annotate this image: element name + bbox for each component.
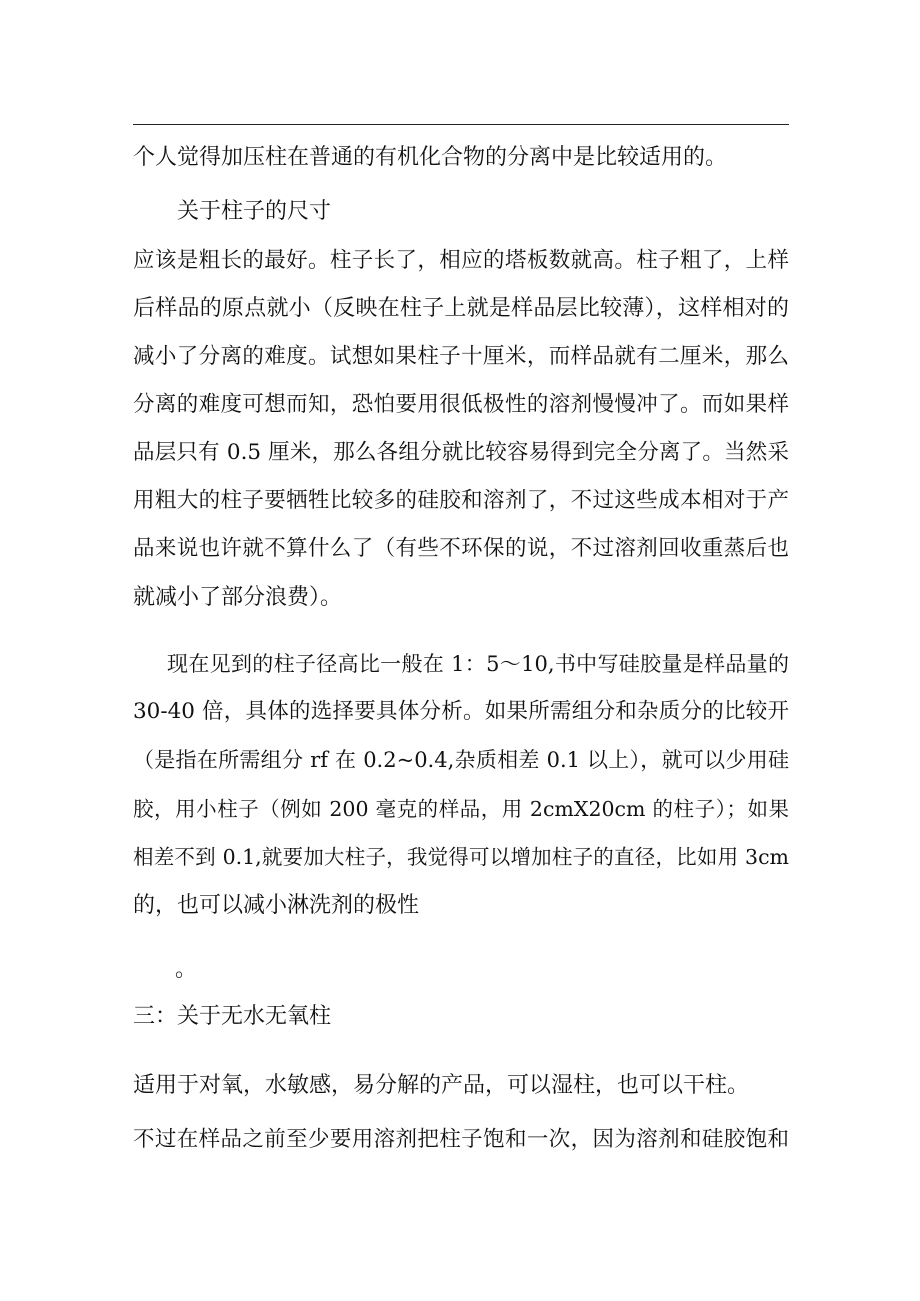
- text-line: 相差不到 0.1,就要加大柱子，我觉得可以增加柱子的直径，比如用 3cm: [133, 845, 789, 869]
- text-line: 应该是粗长的最好。柱子长了，相应的塔板数就高。柱子粗了，上样: [133, 248, 789, 273]
- text-line: 个人觉得加压柱在普通的有机化合物的分离中是比较适用的。: [133, 145, 728, 170]
- section-heading: 关于柱子的尺寸: [177, 199, 332, 224]
- header-rule: [133, 124, 789, 125]
- text-line: 不过在样品之前至少要用溶剂把柱子饱和一次，因为溶剂和硅胶饱和: [133, 1127, 789, 1152]
- text-line: 适用于对氧，水敏感，易分解的产品，可以湿柱，也可以干柱。: [133, 1073, 750, 1098]
- text-line: 分离的难度可想而知，恐怕要用很低极性的溶剂慢慢冲了。而如果样: [133, 392, 789, 417]
- text-line: 减小了分离的难度。试想如果柱子十厘米，而样品就有二厘米，那么: [133, 344, 789, 369]
- text-line: 就减小了部分浪费）。: [133, 585, 343, 610]
- text-line: （是指在所需组分 rf 在 0.2~0.4,杂质相差 0.1 以上），就可以少用硅: [133, 748, 789, 772]
- section-heading: 三：关于无水无氧柱: [133, 1004, 332, 1029]
- text-line: 的，也可以减小淋洗剂的极性: [133, 893, 420, 918]
- text-line: 品层只有 0.5 厘米，那么各组分就比较容易得到完全分离了。当然采: [133, 440, 789, 465]
- text-line: 胶，用小柱子（例如 200 毫克的样品，用 2cmX20cm 的柱子）；如果: [133, 797, 789, 821]
- text-line: 后样品的原点就小（反映在柱子上就是样品层比较薄），这样相对的: [133, 296, 789, 321]
- text-line: 用粗大的柱子要牺牲比较多的硅胶和溶剂了，不过这些成本相对于产: [133, 488, 789, 513]
- text-line: 现在见到的柱子径高比一般在 1：5～10,书中写硅胶量是样品量的: [167, 652, 789, 676]
- text-line: 品来说也许就不算什么了（有些不环保的说，不过溶剂回收重蒸后也: [133, 536, 789, 561]
- text-line: 。: [175, 957, 198, 982]
- text-line: 30-40 倍，具体的选择要具体分析。如果所需组分和杂质分的比较开: [133, 699, 789, 724]
